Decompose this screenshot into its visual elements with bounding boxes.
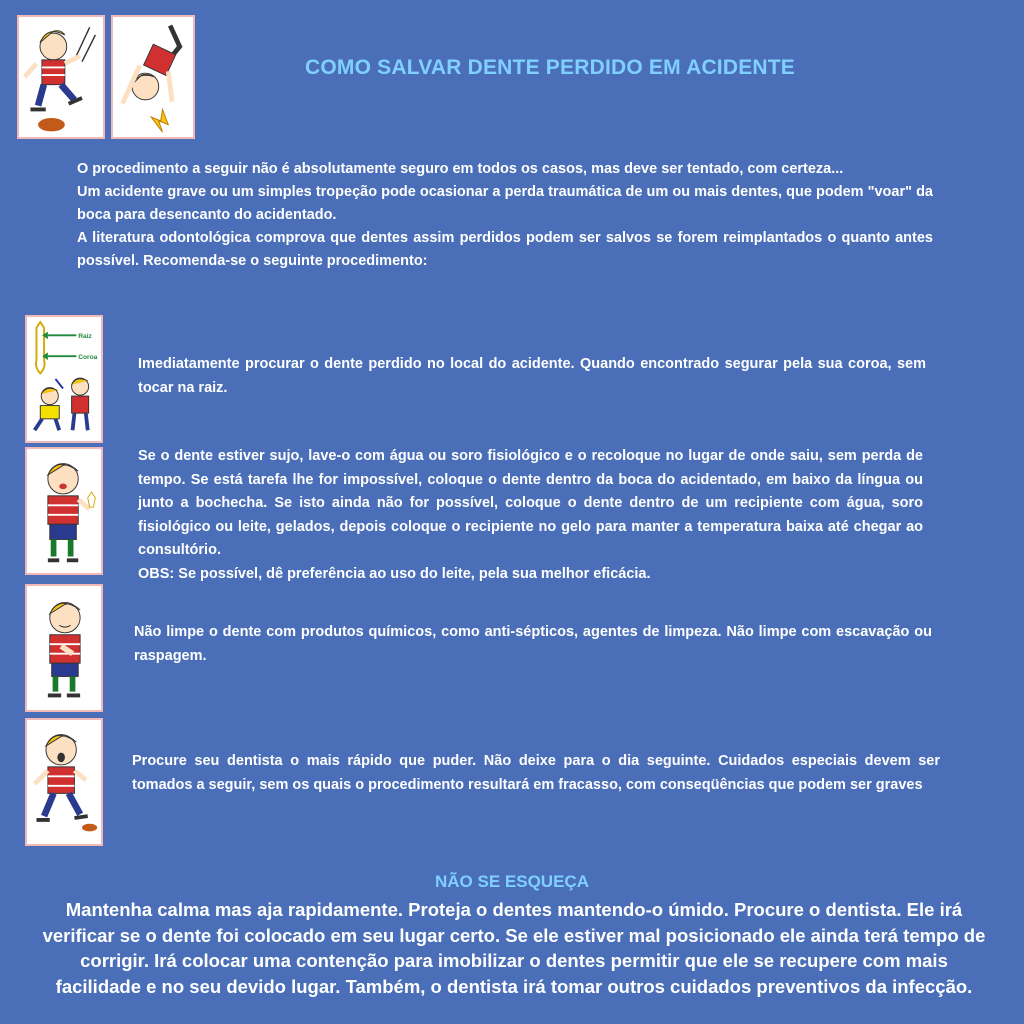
boy-worried-illustration: [25, 584, 103, 712]
step-2-text: Se o dente estiver sujo, lave-o com água ou soro fisiológico e o recoloque no lugar de onde saiu, sem perda de tempo. Se está tarefa lhe for impossível, coloque o dente dentro da boca do acidentado, em baixo da língua ou junto a bochecha. Se isto ainda não for possível, coloque o dente dentro de um recipiente com água, soro fisiológico ou leite, gelados, depois coloque o recipiente no gelo para manter a temperatura baixa até chegar ao consultório.: [138, 448, 923, 558]
step-4: [132, 750, 940, 797]
intro-paragraph: O procedimento a seguir não é absolutamente seguro em todos os casos, mas deve ser tentado, com certeza...: [77, 161, 844, 177]
intro-paragraph: Um acidente grave ou um simples tropeção pode ocasionar a perda traumática de um ou mais dentes, que podem "voar" da boca para desencanto do acidentado.: [77, 184, 933, 223]
tooth-diagram-icon: [27, 317, 101, 441]
intro-text: [77, 158, 933, 273]
root-label: Raiz: [78, 333, 92, 341]
crown-label: Coroa: [78, 354, 98, 362]
step-1: [138, 353, 926, 400]
boy-running-icon: [27, 720, 101, 844]
boy-tripping-illustration: [17, 15, 105, 139]
step-1-text: Imediatamente procurar o dente perdido no local do acidente. Quando encontrado segurar pela sua coroa, sem tocar na raiz.: [138, 356, 926, 396]
boy-worried-icon: [27, 586, 101, 710]
boy-tripping-icon: [19, 17, 103, 137]
reminder-text: Mantenha calma mas aja rapidamente. Proteja o dentes mantendo-o úmido. Procure o dentista. Ele irá verificar se o dente foi colocado em seu lugar certo. Se ele estiver mal posicionado ele ainda terá tempo de corrigir. Irá colocar uma contenção para imobilizar o dentes permitir que ele se recupere com mais facilidade e no seu devido lugar. Também, o dentista irá tomar outros cuidados preventivos da infecção.: [42, 899, 986, 997]
step-3-text: Não limpe o dente com produtos químicos, como anti-sépticos, agentes de limpeza. Não limpe com escavação ou raspagem.: [134, 624, 932, 664]
step-4-text: Procure seu dentista o mais rápido que puder. Não deixe para o dia seguinte. Cuidados especiais devem ser tomados a seguir, sem os quais o procedimento resultará em fracasso, com conseqüências que podem ser graves: [132, 753, 940, 793]
step-2-note: OBS: Se possível, dê preferência ao uso do leite, pela sua melhor eficácia.: [138, 565, 651, 582]
step-2: [138, 445, 923, 586]
step-3: [134, 621, 932, 668]
tooth-anatomy-illustration: [25, 315, 103, 443]
boy-running-illustration: [25, 718, 103, 846]
boy-holding-tooth-illustration: [25, 447, 103, 575]
page-title: COMO SALVAR DENTE PERDIDO EM ACIDENTE: [304, 56, 796, 79]
boy-holding-tooth-icon: [27, 449, 101, 573]
reminder-title: NÃO SE ESQUEÇA: [435, 872, 589, 891]
intro-paragraph: A literatura odontológica comprova que dentes assim perdidos podem ser salvos se forem reimplantados o quanto antes possível. Recomenda-se o seguinte procedimento:: [77, 230, 933, 269]
